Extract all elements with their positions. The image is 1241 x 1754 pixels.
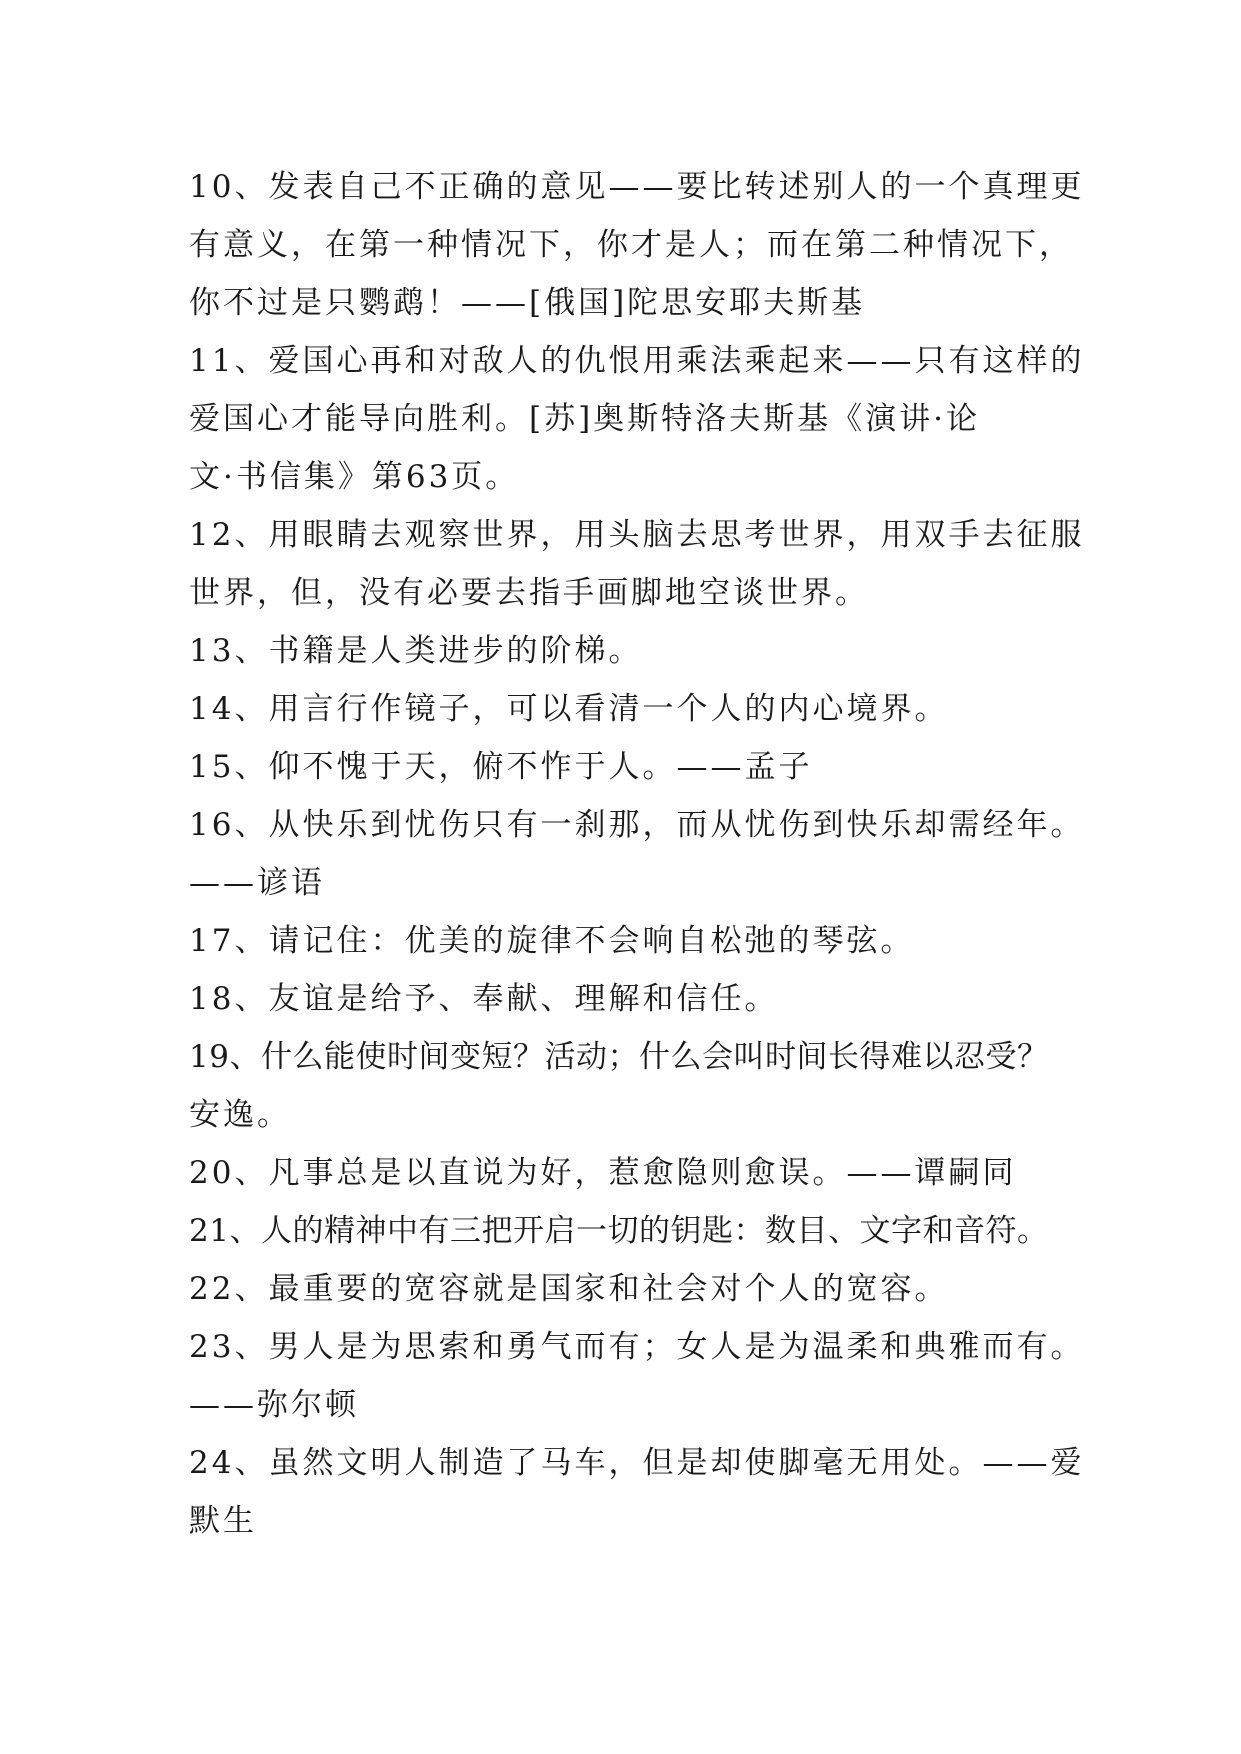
text-line: 24、虽然文明人制造了马车，但是却使脚毫无用处。——爱	[189, 1445, 1085, 1481]
text-line: 10、发表自己不正确的意见——要比转述别人的一个真理更	[189, 169, 1085, 205]
text-line: 16、从快乐到忧伤只有一刹那，而从忧伤到快乐却需经年。	[189, 807, 1085, 843]
text-line: 18、友谊是给予、奉献、理解和信任。	[189, 981, 779, 1017]
text-line: 21、人的精神中有三把开启一切的钥匙：数目、文字和音符。	[189, 1213, 1049, 1249]
text-line: 15、仰不愧于天，俯不怍于人。——孟子	[189, 749, 813, 785]
text-line: 12、用眼睛去观察世界，用头脑去思考世界，用双手去征服	[189, 517, 1085, 553]
text-line: 安逸。	[189, 1097, 291, 1133]
text-line: 有意义，在第一种情况下，你才是人；而在第二种情况下，	[189, 227, 1073, 263]
text-line: 23、男人是为思索和勇气而有；女人是为温柔和典雅而有。	[189, 1329, 1085, 1365]
text-line: 17、请记住：优美的旋律不会响自松弛的琴弦。	[189, 923, 915, 959]
text-line: 爱国心才能导向胜利。[苏]奥斯特洛夫斯基《演讲·论	[189, 401, 981, 437]
text-line: 世界，但，没有必要去指手画脚地空谈世界。	[189, 575, 869, 611]
text-line: 22、最重要的宽容就是国家和社会对个人的宽容。	[189, 1271, 949, 1307]
text-line: 19、什么能使时间变短？活动；什么会叫时间长得难以忍受？	[189, 1039, 1049, 1075]
text-line: ——弥尔顿	[189, 1387, 359, 1423]
text-line: 14、用言行作镜子，可以看清一个人的内心境界。	[189, 691, 949, 727]
text-line: 默生	[189, 1503, 257, 1539]
text-line: 20、凡事总是以直说为好，惹愈隐则愈误。——谭嗣同	[189, 1155, 1017, 1191]
text-line: 文·书信集》第63页。	[189, 459, 520, 495]
text-line: ——谚语	[189, 865, 325, 901]
document-body	[189, 158, 1085, 1550]
text-line: 13、书籍是人类进步的阶梯。	[189, 633, 643, 669]
text-line: 你不过是只鹦鹉！——[俄国]陀思安耶夫斯基	[189, 285, 866, 321]
text-line: 11、爱国心再和对敌人的仇恨用乘法乘起来——只有这样的	[189, 343, 1085, 379]
